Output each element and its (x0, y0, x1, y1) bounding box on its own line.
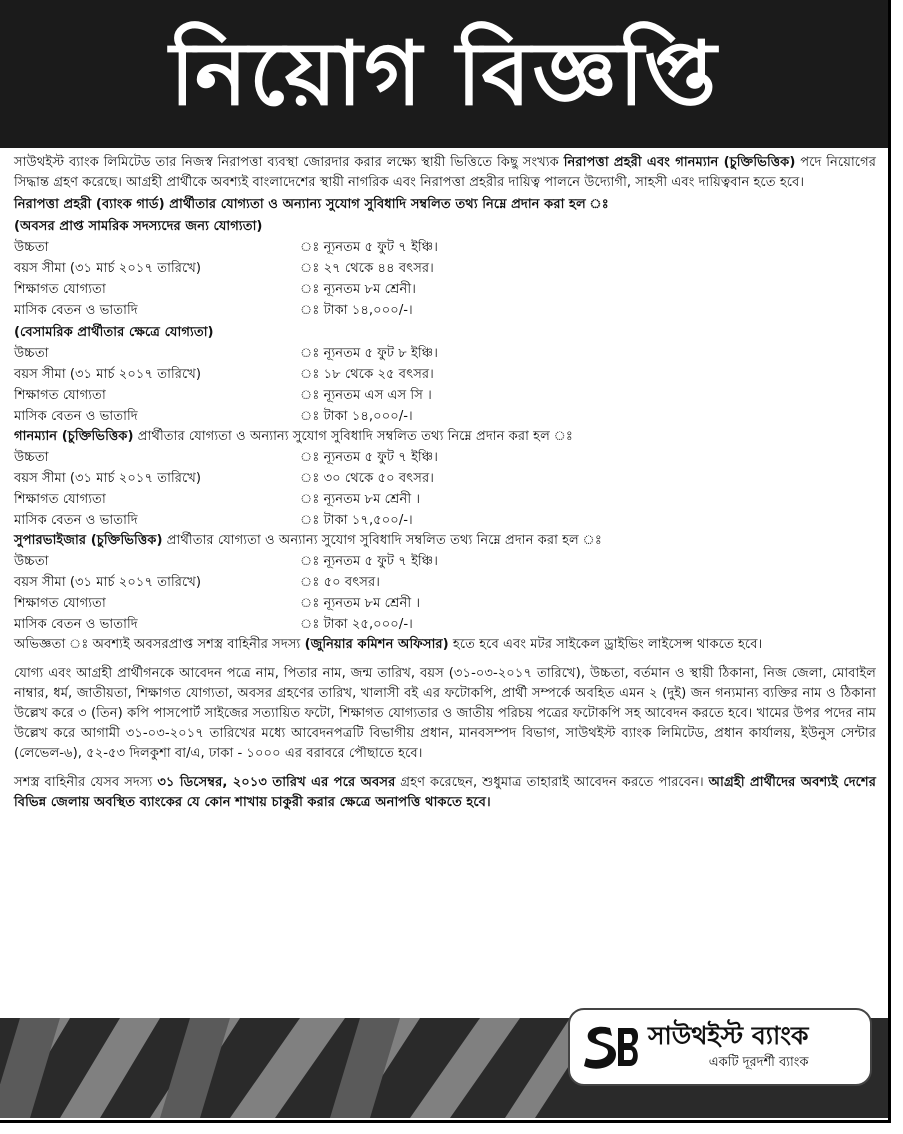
group-heading: (অবসর প্রাপ্ত সামরিক সদস্যদের জন্য যোগ্যতা) (14, 219, 263, 234)
row-label: উচ্চতা (14, 449, 49, 465)
southeast-bank-emblem-icon (582, 1022, 640, 1072)
qualification-row (14, 510, 876, 531)
row-value: ঃ টাকা ১৪,০০০/-। (300, 408, 413, 424)
row-value: ঃ ন্যূনতম ৫ ফুট ৮ ইঞ্চি। (300, 345, 438, 361)
bank-tagline: একটি দূরদর্শী ব্যাংক (708, 1054, 809, 1070)
qualification-row (14, 447, 876, 468)
qualification-row (14, 300, 876, 321)
gunman-heading (14, 427, 876, 447)
row-value: ঃ ন্যূনতম ৫ ফুট ৭ ইঞ্চি। (300, 449, 438, 465)
page-title: নিয়োগ বিজ্ঞপ্তি (169, 22, 719, 125)
row-label: শিক্ষাগত যোগ্যতা (14, 281, 106, 297)
eligibility-condition: আগ্রহী প্রার্থীদের অবশ্যই দেশের বিভিন্ন জেলায় অবস্থিত ব্যাংকের যে কোন শাখায় চাকুরী করার ক্ষেত্রে অনাপত্তি থাকতে হবে। (14, 775, 876, 810)
qualification-group-civilian (14, 323, 876, 427)
eligibility-lead: সশস্ত্র বাহিনীর যেসব সদস্য (14, 775, 158, 790)
qualification-row (14, 489, 876, 510)
qualification-row (14, 572, 876, 593)
row-value: ঃ টাকা ১৭,৫০০/-। (300, 512, 413, 528)
eligibility-mid: গ্রহণ করেছেন, শুধুমাত্র তাহারাই আবেদন করতে পারবেন। (395, 775, 709, 790)
row-label: মাসিক বেতন ও ভাতাদি (14, 616, 138, 632)
intro-posts: নিরাপত্তা প্রহরী এবং গানম্যান (চুক্তিভিত্তিক) (563, 155, 796, 170)
bank-logo (568, 1008, 872, 1086)
row-label: উচ্চতা (14, 553, 49, 569)
supervisor-subtitle: প্রার্থীতার যোগ্যতা ও অন্যান্য সুযোগ সুবিধাদি সম্বলিত তথ্য নিম্নে প্রদান করা হল ঃ (162, 533, 602, 548)
experience-rest: হতে হবে এবং মটর সাইকেল ড্রাইভিং লাইসেন্স থাকতে হবে। (448, 637, 763, 652)
row-value: ঃ ৫০ বৎসর। (300, 574, 380, 590)
row-label: বয়স সীমা (৩১ মার্চ ২০১৭ তারিখে) (14, 260, 202, 276)
supervisor-heading (14, 531, 876, 551)
qualification-row (14, 468, 876, 489)
eligibility-note (14, 773, 876, 813)
supervisor-title: সুপারভাইজার (চুক্তিভিত্তিক) (14, 533, 163, 548)
row-value: ঃ ন্যূনতম এস এস সি । (300, 387, 432, 403)
qualification-row (14, 385, 876, 406)
row-value: ঃ ন্যূনতম ৫ ফুট ৭ ইঞ্চি। (300, 239, 438, 255)
qualification-group-supervisor (14, 531, 876, 635)
row-label: বয়স সীমা (৩১ মার্চ ২০১৭ তারিখে) (14, 574, 202, 590)
qualification-group-military (14, 217, 876, 321)
qualification-row (14, 614, 876, 635)
row-value: ঃ ২৭ থেকে ৪৪ বৎসর। (300, 260, 434, 276)
qualification-row (14, 258, 876, 279)
eligibility-date: ৩১ ডিসেম্বর, ২০১৩ তারিখ এর পরে অবসর (157, 775, 396, 790)
title-banner (0, 0, 888, 148)
intro-paragraph (14, 153, 876, 193)
group-heading: (বেসামরিক প্রার্থীতার ক্ষেত্রে যোগ্যতা) (14, 325, 214, 340)
qualification-row (14, 593, 876, 614)
row-value: ঃ ন্যূনতম ৮ম শ্রেনী। (300, 281, 416, 297)
experience-requirement (14, 635, 876, 655)
row-value: ঃ ১৮ থেকে ২৫ বৎসর। (300, 366, 434, 382)
qualification-row (14, 364, 876, 385)
row-label: মাসিক বেতন ও ভাতাদি (14, 302, 138, 318)
row-value: ঃ টাকা ১৪,০০০/-। (300, 302, 413, 318)
row-label: বয়স সীমা (৩১ মার্চ ২০১৭ তারিখে) (14, 366, 202, 382)
row-value: ঃ ন্যূনতম ৫ ফুট ৭ ইঞ্চি। (300, 553, 438, 569)
application-instructions: যোগ্য এবং আগ্রহী প্রার্থীগনকে আবেদন পত্রে নাম, পিতার নাম, জন্ম তারিখ, বয়স (৩১-০৩-২০১৭ তারিখে), উচ্চতা, বর্তমান ও স্থায়ী ঠিকানা, নিজ জেলা, মোবাইল নাম্বার, ধর্ম, জাতীয়তা, শিক্ষাগত যোগ্যতা, অবসর গ্রহণের তারিখ, খালাসী বই এর ফটোকপি, প্রার্থী সম্পর্কে অবহিত এমন ২ (দুই) জন গন্যমান্য ব্যক্তির নাম ও ঠিকানা উল্লেখ করে ৩ (তিন) কপি পাসপোর্ট সাইজের সত্যায়িত ফটো, শিক্ষাগত যোগ্যতার ও জাতীয় পরিচয় পত্রের ফটোকপি সহ আবেদন করতে হবে। খামের উপর পদের নাম উল্লেখ করে আগামী ৩১-০৩-২০১৭ তারিখের মধ্যে আবেদনপত্রটি বিভাগীয় প্রধান, মানবসম্পদ বিভাগ, সাউথইস্ট ব্যাংক লিমিটেড, প্রধান কার্যালয়, ইউনুস সেন্টার (লেভেল-৬), ৫২-৫৩ দিলকুশা বা/এ, ঢাকা - ১০০০ এর বরাবরে পৌছাতে হবে। (14, 666, 876, 761)
intro-rest: পদে নিয়োগের সিদ্ধান্ত গ্রহণ করেছে। আগ্রহী প্রার্থীকে অবশ্যই বাংলাদেশের স্থায়ী নাগরিক এবং নিরাপত্তা প্রহরীর দায়িত্ব পালনে উদ্যোগী, সাহসী এবং দায়িত্ববান হতে হবে। (14, 155, 877, 190)
experience-rank: (জুনিয়ার কমিশন অফিসার) (304, 637, 449, 652)
row-label: শিক্ষাগত যোগ্যতা (14, 491, 106, 507)
row-label: শিক্ষাগত যোগ্যতা (14, 387, 106, 403)
row-value: ঃ ৩০ থেকে ৫০ বৎসর। (300, 470, 434, 486)
notice-body (14, 153, 876, 813)
guard-section-heading: নিরাপত্তা প্রহরী (ব্যাংক গার্ড) প্রার্থীতার যোগ্যতা ও অন্যান্য সুযোগ সুবিধাদি সম্বলিত তথ্য নিম্নে প্রদান করা হল ঃ (14, 197, 609, 212)
row-label: উচ্চতা (14, 345, 49, 361)
logo-text (648, 1021, 809, 1074)
row-label: মাসিক বেতন ও ভাতাদি (14, 408, 138, 424)
bank-name: সাউথইস্ট ব্যাংক (648, 1020, 809, 1050)
qualification-group-gunman (14, 427, 876, 531)
gunman-subtitle: প্রার্থীতার যোগ্যতা ও অন্যান্য সুযোগ সুবিধাদি সম্বলিত তথ্য নিম্নে প্রদান করা হল ঃ (133, 429, 573, 444)
row-label: মাসিক বেতন ও ভাতাদি (14, 512, 138, 528)
qualification-row (14, 279, 876, 300)
row-value: ঃ টাকা ২৫,০০০/-। (300, 616, 413, 632)
gunman-title: গানম্যান (চুক্তিভিত্তিক) (14, 429, 134, 444)
qualification-row (14, 343, 876, 364)
row-label: বয়স সীমা (৩১ মার্চ ২০১৭ তারিখে) (14, 470, 202, 486)
experience-lead: অভিজ্ঞতা ঃ অবশ্যই অবসরপ্রাপ্ত সশস্ত্র বাহিনীর সদস্য (14, 637, 305, 652)
row-value: ঃ ন্যূনতম ৮ম শ্রেনী । (300, 595, 421, 611)
intro-lead: সাউথইস্ট ব্যাংক লিমিটেড তার নিজস্ব নিরাপত্তা ব্যবস্থা জোরদার করার লক্ষ্যে স্থায়ী ভিত্তিতে কিছু সংখ্যক (14, 155, 564, 170)
qualification-row (14, 237, 876, 258)
row-label: উচ্চতা (14, 239, 49, 255)
row-value: ঃ ন্যূনতম ৮ম শ্রেনী । (300, 491, 421, 507)
qualification-row (14, 406, 876, 427)
qualification-row (14, 551, 876, 572)
row-label: শিক্ষাগত যোগ্যতা (14, 595, 106, 611)
